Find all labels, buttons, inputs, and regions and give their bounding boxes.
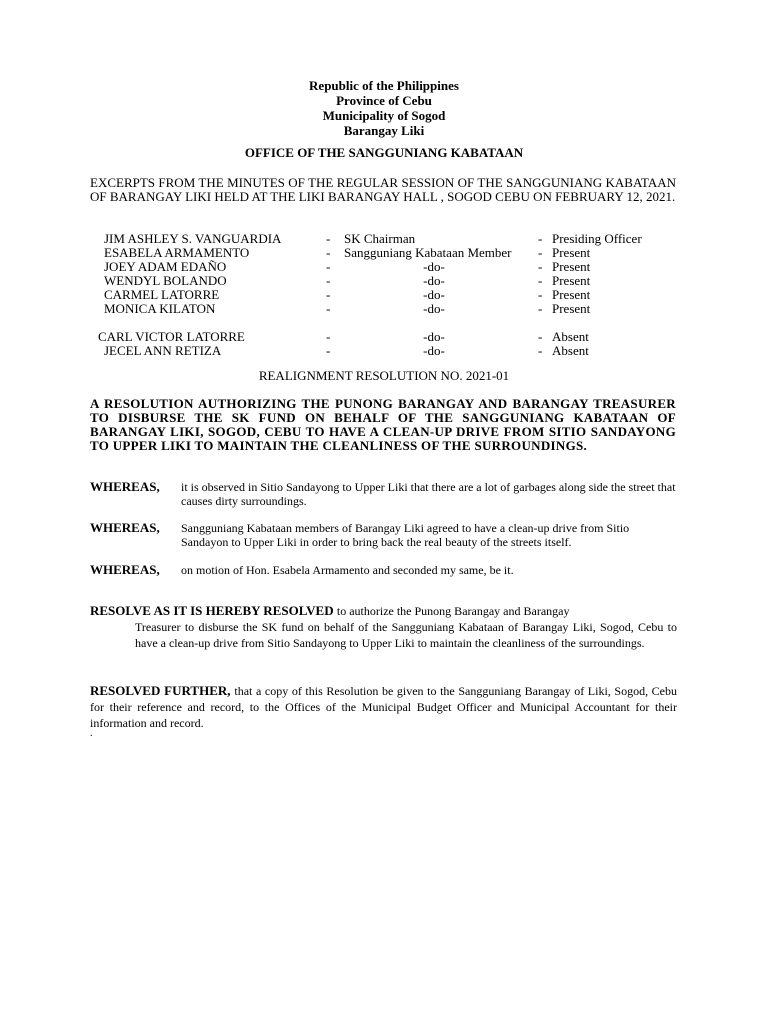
member-status: Present: [552, 259, 591, 274]
resolution-title: A RESOLUTION AUTHORIZING THE PUNONG BARANGAY AND BARANGAY TREASURER TO DISBURSE THE SK FUND ON BEHALF OF THE SANGGUNIANG KABATAAN OF BARANGAY LIKI, SOGOD, CEBU TO HAVE A CLEAN-UP DRIVE FROM SITIO SANDAYONG TO UPPER LIKI TO MAINTAIN THE CLEANLINESS OF THE SURROUNDINGS.: [90, 396, 676, 453]
whereas-label: WHEREAS,: [90, 520, 160, 535]
member-status: Present: [552, 273, 591, 288]
member-position: -do-: [423, 287, 445, 302]
attendance-row: [90, 246, 690, 260]
separator: -: [538, 343, 543, 358]
resolve-label: RESOLVE AS IT IS HEREBY RESOLVED: [90, 603, 337, 618]
member-status: Present: [552, 245, 591, 260]
attendance-row: [90, 260, 690, 274]
attendance-row: [90, 232, 690, 246]
separator: -: [326, 343, 331, 358]
resolution-number: REALIGNMENT RESOLUTION NO. 2021-01: [258, 368, 510, 383]
resolved-further-label: RESOLVED FURTHER,: [90, 683, 235, 698]
separator: -: [538, 301, 543, 316]
whereas-text: Sangguniang Kabataan members of Barangay Liki agreed to have a clean-up drive from Sitio Sandayon to Upper Liki in order to bring back the real beauty of the streets itself.: [181, 521, 630, 549]
header-republic: Republic of the Philippines: [309, 78, 459, 93]
resolved-further-clause: [90, 683, 677, 731]
header-barangay: Barangay Liki: [343, 123, 425, 138]
member-name: MONICA KILATON: [104, 301, 216, 316]
member-name: WENDYL BOLANDO: [104, 273, 227, 288]
separator: -: [326, 273, 331, 288]
whereas-text: it is observed in Sitio Sandayong to Upper Liki that there are a lot of garbages along side the street that causes dirty surroundings.: [181, 480, 676, 508]
whereas-label: WHEREAS,: [90, 479, 160, 494]
separator: -: [326, 301, 331, 316]
member-position: -do-: [423, 259, 445, 274]
header-province: Province of Cebu: [336, 93, 432, 108]
member-position: -do-: [423, 329, 445, 344]
separator: -: [326, 245, 331, 260]
member-status: Present: [552, 287, 591, 302]
whereas-text: on motion of Hon. Esabela Armamento and seconded my same, be it.: [181, 563, 514, 577]
header-municipality: Municipality of Sogod: [322, 108, 446, 123]
separator: -: [326, 287, 331, 302]
whereas-label: WHEREAS,: [90, 562, 160, 577]
member-name: JOEY ADAM EDAÑO: [104, 259, 227, 274]
resolve-clause: [90, 603, 677, 651]
separator: -: [538, 245, 543, 260]
letterhead: [0, 78, 768, 138]
member-position: Sangguniang Kabataan Member: [344, 245, 512, 260]
excerpt-paragraph: EXCERPTS FROM THE MINUTES OF THE REGULAR SESSION OF THE SANGGUNIANG KABATAAN OF BARANGAY LIKI HELD AT THE LIKI BARANGAY HALL , SOGOD CEBU ON FEBRUARY 12, 2021.: [90, 175, 676, 204]
attendance-row: [90, 344, 690, 358]
member-position: -do-: [423, 343, 445, 358]
member-name: JECEL ANN RETIZA: [104, 343, 222, 358]
separator: -: [326, 329, 331, 344]
member-name: ESABELA ARMAMENTO: [104, 245, 250, 260]
separator: -: [326, 259, 331, 274]
member-position: -do-: [423, 273, 445, 288]
attendance-row: [90, 302, 690, 316]
separator: -: [538, 259, 543, 274]
member-position: -do-: [423, 301, 445, 316]
separator: -: [538, 231, 543, 246]
resolve-text-rest: Treasurer to disburse the SK fund on behalf of the Sangguniang Kabataan of Barangay Liki, Sogod, Cebu to have a clean-up drive from Sitio Sandayong to Upper Liki to maintain the cleanliness of the surroundings.: [135, 620, 677, 650]
attendance-row: [90, 274, 690, 288]
member-status: Presiding Officer: [552, 231, 642, 246]
separator: -: [538, 329, 543, 344]
member-status: Present: [552, 301, 591, 316]
member-position: SK Chairman: [344, 231, 416, 246]
resolve-text-first: to authorize the Punong Barangay and Barangay: [336, 604, 570, 618]
office-title: OFFICE OF THE SANGGUNIANG KABATAAN: [244, 145, 524, 160]
separator: -: [326, 231, 331, 246]
member-name: JIM ASHLEY S. VANGUARDIA: [104, 231, 282, 246]
member-name: CARMEL LATORRE: [104, 287, 220, 302]
resolved-further-text: that a copy of this Resolution be given to the Sangguniang Barangay of Liki, Sogod, Cebu for their reference and record, to the Offices of the Municipal Budget Officer and Municipal Accountant for their information and record.: [90, 684, 677, 730]
attendance-row: [90, 288, 690, 302]
member-status: Absent: [552, 329, 589, 344]
separator: -: [538, 287, 543, 302]
attendance-row: [90, 330, 690, 344]
member-status: Absent: [552, 343, 589, 358]
member-name: CARL VICTOR LATORRE: [98, 329, 245, 344]
attendance-list: [90, 232, 690, 358]
trailing-mark: .: [90, 728, 93, 739]
separator: -: [538, 273, 543, 288]
